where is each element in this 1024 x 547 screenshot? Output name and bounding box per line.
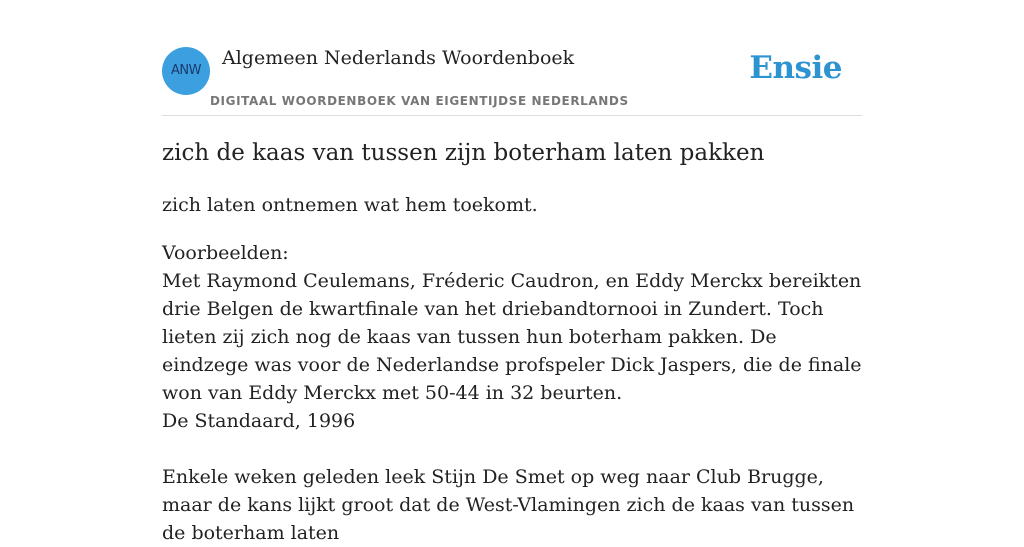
- header-divider: [162, 115, 862, 116]
- examples-section: [162, 239, 862, 547]
- dictionary-title[interactable]: Algemeen Nederlands Woordenboek: [222, 47, 575, 69]
- example-source: De Standaard, 1996: [162, 410, 356, 432]
- example-text: Enkele weken geleden leek Stijn De Smet op weg naar Club Brugge, maar de kans lijkt groot dat de West-Vlamingen zich de kaas van tussen de boterham laten: [162, 466, 855, 544]
- example-text: Met Raymond Ceulemans, Fréderic Caudron, en Eddy Merckx bereikten drie Belgen de kwartfinale van het driebandtornooi in Zundert. Toch lieten zij zich nog de kaas van tussen hun boterham pakken. De eindzege was voor de Nederlandse profspeler Dick Jaspers, die de finale won van Eddy Merckx met 50-44 in 32 beurten.: [162, 270, 862, 404]
- entry-definition: zich laten ontnemen wat hem toekomt.: [162, 194, 538, 216]
- examples-label: Voorbeelden:: [162, 242, 289, 264]
- dictionary-subtitle: DIGITAAL WOORDENBOEK VAN EIGENTIJDSE NEDERLANDS: [210, 94, 629, 108]
- example-spacer: [162, 435, 862, 463]
- anw-logo[interactable]: ANW: [162, 47, 210, 95]
- ensie-brand-link[interactable]: Ensie: [749, 50, 842, 86]
- entry-headword: zich de kaas van tussen zijn boterham laten pakken: [162, 140, 765, 166]
- site-header: [162, 47, 862, 116]
